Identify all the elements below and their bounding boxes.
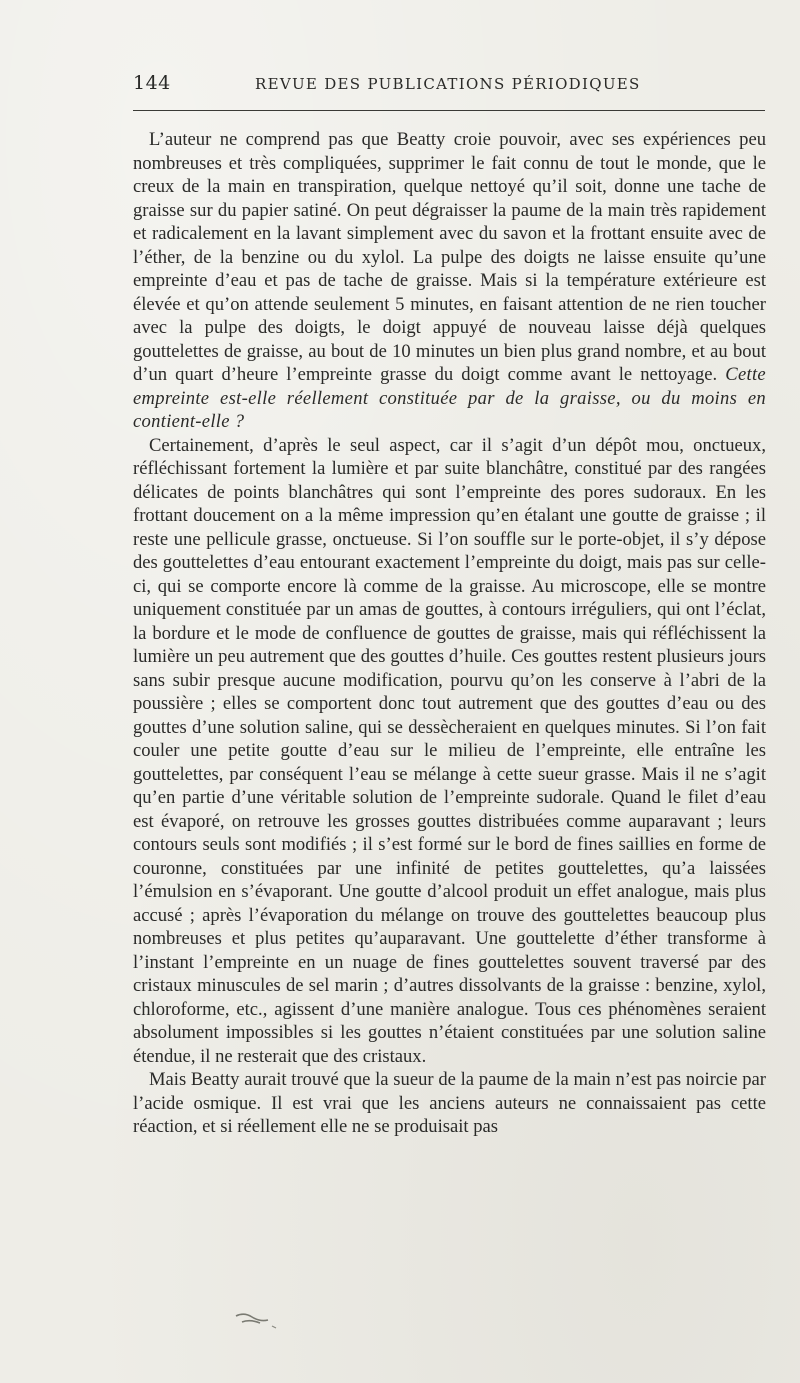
paragraph-2-text: Certainement, d’après le seul aspect, car il s’agit d’un dépôt mou, onctueux, réfléchissant fortement la lumière et par suite blanchâtre, constitué par des rangées délicates de points blanchâtres qui sont l’empreinte des pores sudoraux. En les frottant doucement on a la même impression qu’en étalant une goutte de graisse ; il reste une pellicule grasse, onctueuse. Si l’on souffle sur le porte-objet, il s’y dépose des gouttelettes d’eau entourant exactement l’empreinte du doigt, mais pas sur celle-ci, qui se comporte encore là comme de la graisse. Au microscope, elle se montre uniquement constituée par un amas de gouttes, à contours irréguliers, qui ont l’éclat, la bordure et le mode de confluence de gouttes de graisse, mais qui réfléchissent la lumière un peu autrement que des gouttes d’huile. Ces gouttes restent plusieurs jours sans subir presque aucune modification, pourvu qu’on les conserve à l’abri de la poussière ; elles se comportent donc tout autrement que des gouttes d’eau ou des gouttes d’une solution saline, qui se dessècheraient en quelques minutes. Si l’on fait couler une petite goutte d’eau sur le milieu de l’empreinte, elle entraîne les gouttelettes, par conséquent l’eau se mélange à cette sueur grasse. Mais il ne s’agit qu’en partie d’une véritable solution de l’empreinte sudorale. Quand le filet d’eau est évaporé, on retrouve les grosses gouttes distribuées comme auparavant ; leurs contours seuls sont modifiés ; il s’est formé sur le bord de fines saillies en forme de couronne, constituées par une infinité de petites gouttelettes, qu’a laissées l’émulsion en s’évaporant. Une goutte d’alcool produit un effet analogue, mais plus accusé ; après l’évaporation du mélange on trouve des gouttelettes beaucoup plus nombreuses et plus petites qu’auparavant. Une gouttelette d’éther transforme à l’instant l’empreinte en un nuage de fines gouttelettes souvent traversé par des cristaux minuscules de sel marin ; d’autres dissolvants de la graisse : benzine, xylol, chloroforme, etc., agissent d’une manière analogue. Tous ces phénomènes seraient absolument impossibles si les gouttes n’étaient constituées par une solution saline étendue, il ne resterait que des cristaux. bbox=[133, 434, 766, 1067]
header-rule bbox=[133, 110, 765, 111]
running-title: REVUE DES PUBLICATIONS PÉRIODIQUES bbox=[255, 75, 641, 93]
paragraph-1 bbox=[133, 128, 766, 434]
page-header bbox=[133, 72, 765, 100]
body-text bbox=[133, 128, 766, 1139]
ink-smudge bbox=[232, 1308, 280, 1330]
paragraph-1-italic-question: Cette empreinte est-elle réellement constituée par de la graisse, ou du moins en contient-elle ? bbox=[133, 364, 766, 432]
paragraph-3 bbox=[133, 1068, 766, 1139]
page-number: 144 bbox=[133, 72, 171, 94]
paragraph-3-text: Mais Beatty aurait trouvé que la sueur de la paume de la main n’est pas noircie par l’acide osmique. Il est vrai que les anciens auteurs ne connaissaient pas cette réaction, et si réellement elle ne se produisait pas bbox=[133, 1069, 766, 1137]
paragraph-2 bbox=[133, 434, 766, 1069]
paragraph-1-text: L’auteur ne comprend pas que Beatty croie pouvoir, avec ses expériences peu nombreuses et très compliquées, supprimer le fait connu de tout le monde, que le creux de la main en transpiration, quelque nettoyé qu’il soit, donne une tache de graisse sur du papier satiné. On peut dégraisser la paume de la main très rapidement et radicalement en la lavant simplement avec du savon et la frottant ensuite avec de l’éther, de la benzine ou du xylol. La pulpe des doigts ne laisse ensuite qu’une empreinte d’eau et pas de tache de graisse. Mais si la température extérieure est élevée et qu’on attende seulement 5 minutes, en faisant attention de ne rien toucher avec la pulpe des doigts, le doigt appuyé de nouveau laisse déjà quelques gouttelettes de graisse, au bout de 10 minutes un bien plus grand nombre, et au bout d’un quart d’heure l’empreinte grasse du doigt comme avant le nettoyage. bbox=[133, 129, 766, 385]
